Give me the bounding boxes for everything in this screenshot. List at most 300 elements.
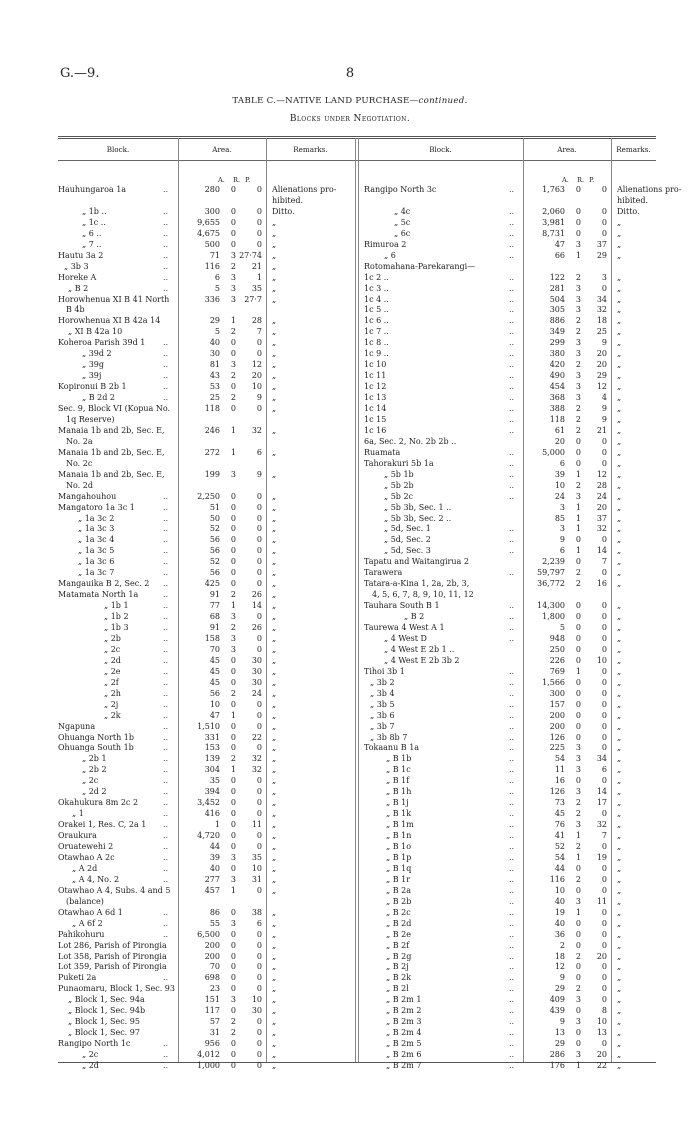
area-acres: 1,510 [197, 721, 220, 731]
remarks: „ [272, 644, 277, 654]
block-name: „ 5d, Sec. 2 [384, 535, 431, 545]
area-perches: 8 [601, 1006, 607, 1016]
leader-dots: .. [163, 360, 169, 370]
area-roods: 0 [575, 633, 581, 643]
block-name: „ 39j [82, 371, 102, 381]
leader-dots: .. [509, 491, 515, 501]
remarks: „ [272, 502, 277, 512]
block-name: „ 1c .. [82, 217, 106, 227]
area-roods: 3 [575, 349, 581, 359]
area-roods: 0 [575, 721, 581, 731]
leader-dots: .. [163, 601, 169, 611]
table-row [0, 403, 700, 414]
area-acres: 29 [554, 1039, 565, 1049]
area-acres: 1 [214, 820, 220, 830]
leader-dots: .. [509, 820, 515, 830]
block-name: „ 4 West E 2b 1 .. [384, 644, 455, 654]
table-row [0, 458, 700, 469]
leader-dots: .. [509, 688, 515, 698]
block-name: „ 5c [394, 217, 411, 227]
block-name: „ 3b 3 [64, 261, 89, 271]
area-roods: 2 [575, 951, 581, 961]
table-title-main: TABLE C.—NATIVE LAND PURCHASE— [232, 96, 419, 106]
leader-dots: .. [163, 874, 169, 884]
area-roods: 2 [230, 754, 236, 764]
remarks: „ [272, 283, 277, 293]
area-roods: 0 [230, 940, 236, 950]
leader-dots: .. [163, 907, 169, 917]
area-acres: 331 [204, 732, 220, 742]
block-name: „ 2d [82, 1061, 99, 1070]
block-name: „ B 2g [386, 951, 412, 961]
block-name: Rimuroa 2 [364, 239, 407, 249]
table-row [0, 841, 700, 852]
remarks: „ [617, 414, 622, 424]
block-name: „ 2j [104, 699, 119, 709]
leader-dots: .. [509, 535, 515, 545]
block-name: Tarawera [364, 568, 403, 578]
area-perches: 11 [251, 820, 262, 830]
leader-dots: .. [509, 404, 515, 413]
area-perches: 0 [256, 557, 262, 567]
area-roods: 3 [230, 283, 236, 293]
block-name: „ XI B 42a 10 [68, 327, 123, 337]
remarks: „ [617, 568, 622, 578]
block-name: Tapatu and Waitangirua 2 [364, 557, 469, 567]
area-perches: 6 [601, 765, 607, 775]
area-acres: 70 [209, 962, 220, 972]
area-perches: 28 [596, 480, 607, 490]
remarks: „ [272, 469, 277, 479]
leader-dots: .. [509, 831, 515, 841]
area-roods: 0 [575, 447, 581, 457]
area-acres: 380 [549, 349, 565, 359]
area-acres: 300 [204, 206, 220, 216]
area-perches: 20 [596, 502, 607, 512]
table-row [0, 1016, 700, 1027]
area-roods: 3 [575, 283, 581, 293]
area-roods: 3 [575, 896, 581, 906]
area-roods: 0 [575, 601, 581, 611]
area-roods: 3 [575, 1017, 581, 1027]
leader-dots: .. [509, 1028, 515, 1038]
area-perches: 35 [251, 283, 262, 293]
area-acres: 29 [209, 316, 220, 326]
block-name: „ B 1h [386, 787, 412, 797]
table-row [0, 961, 700, 972]
leader-dots: .. [509, 294, 515, 304]
block-name: Otawhao A 2c [58, 852, 115, 862]
area-perches: 12 [251, 360, 262, 370]
area-perches: 0 [601, 885, 607, 895]
table-row [0, 721, 700, 732]
area-perches: 0 [601, 984, 607, 994]
area-roods: 1 [230, 765, 236, 775]
leader-dots: .. [509, 787, 515, 797]
remarks: „ [617, 677, 622, 687]
table-row [0, 184, 700, 195]
remarks: „ [272, 666, 277, 676]
area-roods: 1 [230, 447, 236, 457]
remarks: „ [272, 360, 277, 370]
area-acres: 416 [204, 809, 220, 819]
area-perches: 0 [601, 206, 607, 216]
area-acres: 388 [549, 404, 565, 413]
table-row [0, 666, 700, 677]
block-name: „ B 2m 7 [386, 1061, 422, 1070]
remarks: „ [272, 557, 277, 567]
area-acres: 24 [554, 491, 565, 501]
area-acres: 29 [554, 984, 565, 994]
area-acres: 4,720 [197, 831, 220, 841]
area-perches: 0 [601, 874, 607, 884]
table-row [0, 513, 700, 524]
area-roods: 0 [230, 842, 236, 851]
area-roods: 2 [230, 623, 236, 632]
remarks: „ [617, 907, 622, 917]
remarks: „ [617, 305, 622, 315]
area-roods: 3 [575, 743, 581, 753]
area-acres: 10 [209, 699, 220, 709]
area-perches: 12 [596, 469, 607, 479]
area-roods: 0 [230, 699, 236, 709]
block-name: „ B 1j [386, 798, 409, 808]
area-perches: 0 [256, 984, 262, 994]
remarks: „ [617, 371, 622, 381]
remarks: „ [272, 863, 277, 873]
leader-dots: .. [509, 896, 515, 906]
area-perches: 0 [256, 644, 262, 654]
block-name: Oraukura [58, 831, 97, 841]
area-acres: 500 [204, 239, 220, 249]
top-rule-inner [58, 138, 656, 139]
remarks: „ [272, 995, 277, 1005]
remarks: „ [272, 327, 277, 337]
area-perches: 0 [601, 940, 607, 950]
area-roods: 1 [575, 831, 581, 841]
area-perches: 0 [256, 798, 262, 808]
area-roods: 2 [230, 393, 236, 403]
area-perches: 0 [601, 918, 607, 928]
block-name: „ 4 West E 2b 3b 2 [384, 655, 460, 665]
table-row [0, 732, 700, 743]
remarks: „ [272, 874, 277, 884]
table-row [0, 491, 700, 502]
area-perches: 31 [251, 874, 262, 884]
area-perches: 28 [251, 316, 262, 326]
block-name: Okahukura 8m 2c 2 [58, 798, 139, 808]
area-acres: 23 [209, 984, 220, 994]
area-perches: 4 [601, 393, 607, 403]
area-roods: 0 [230, 1039, 236, 1049]
block-name: „ 2d [104, 655, 121, 665]
block-name: „ Block 1, Sec. 94a [68, 995, 145, 1005]
remarks: „ [617, 973, 622, 983]
area-acres: 300 [549, 688, 565, 698]
remarks: „ [272, 754, 277, 764]
leader-dots: .. [163, 765, 169, 775]
table-row [0, 1049, 700, 1060]
unit-perches-left: P. [245, 176, 251, 184]
area-acres: 43 [209, 371, 220, 381]
area-roods: 2 [575, 272, 581, 282]
area-perches: 0 [256, 787, 262, 797]
area-perches: 30 [251, 655, 262, 665]
area-roods: 3 [575, 305, 581, 315]
area-acres: 73 [554, 798, 565, 808]
area-roods: 2 [575, 568, 581, 578]
table-row [0, 545, 700, 556]
area-acres: 76 [554, 820, 565, 830]
area-acres: 77 [209, 601, 220, 611]
area-roods: 3 [575, 765, 581, 775]
area-perches: 32 [596, 820, 607, 830]
area-acres: 66 [554, 250, 565, 260]
area-perches: 0 [256, 513, 262, 523]
remarks: „ [617, 469, 622, 479]
table-row [0, 677, 700, 688]
area-roods: 0 [575, 1028, 581, 1038]
block-name: „ 3b 4 [370, 688, 395, 698]
leader-dots: .. [163, 820, 169, 830]
area-acres: 1,800 [542, 612, 565, 622]
area-perches: 0 [256, 885, 262, 895]
leader-dots: .. [163, 776, 169, 786]
area-perches: 0 [256, 239, 262, 249]
remarks: „ [617, 1028, 622, 1038]
area-acres: 1,566 [542, 677, 565, 687]
area-roods: 0 [230, 185, 236, 194]
block-name: „ B 1f [386, 776, 410, 786]
table-row [0, 1038, 700, 1049]
remarks: „ [617, 787, 622, 797]
block-name: „ 1b .. [82, 206, 107, 216]
leader-dots: .. [509, 546, 515, 556]
area-acres: 504 [549, 294, 565, 304]
area-roods: 0 [230, 502, 236, 512]
area-acres: 11 [554, 765, 565, 775]
area-roods: 1 [575, 1061, 581, 1070]
area-perches: 0 [601, 644, 607, 654]
area-perches: 0 [256, 962, 262, 972]
block-name: „ 5b 2b [384, 480, 414, 490]
table-row [0, 775, 700, 786]
remarks: „ [272, 1039, 277, 1049]
area-roods: 0 [575, 973, 581, 983]
area-roods: 0 [575, 710, 581, 720]
area-acres: 5 [214, 327, 220, 337]
block-name: Tihoi 3b 1 [364, 666, 405, 676]
leader-dots: .. [163, 393, 169, 403]
area-roods: 3 [230, 272, 236, 282]
table-row [0, 874, 700, 885]
remarks: „ [617, 940, 622, 950]
area-acres: 12 [554, 962, 565, 972]
block-name: „ B 2a [386, 885, 411, 895]
area-acres: 409 [549, 995, 565, 1005]
area-roods: 3 [230, 360, 236, 370]
block-name: „ B 2c [386, 907, 411, 917]
area-perches: 0 [256, 546, 262, 556]
remarks: „ [272, 842, 277, 851]
remarks: „ [272, 568, 277, 578]
area-perches: 27·7 [244, 294, 262, 304]
block-name: „ B 2d [386, 918, 412, 928]
area-roods: 3 [575, 995, 581, 1005]
block-name: Manaia 1b and 2b, Sec. E, [58, 425, 165, 435]
table-row [0, 250, 700, 261]
area-acres: 56 [209, 688, 220, 698]
area-roods: 2 [575, 984, 581, 994]
unit-perches-right: P. [589, 176, 595, 184]
block-name: „ 2h [104, 688, 121, 698]
remarks: „ [617, 1017, 622, 1027]
area-perches: 16 [596, 579, 607, 589]
area-acres: 45 [209, 666, 220, 676]
area-acres: 40 [554, 896, 565, 906]
area-perches: 0 [601, 688, 607, 698]
area-roods: 2 [230, 1017, 236, 1027]
area-acres: 420 [549, 360, 565, 370]
area-acres: 16 [554, 776, 565, 786]
leader-dots: .. [509, 951, 515, 961]
area-acres: 52 [209, 557, 220, 567]
area-roods: 0 [575, 885, 581, 895]
remarks: „ [272, 393, 277, 403]
area-roods: 3 [230, 612, 236, 622]
leader-dots: .. [163, 261, 169, 271]
remarks: „ [617, 360, 622, 370]
page-code: G.—9. [60, 66, 100, 81]
remarks: „ [617, 480, 622, 490]
remarks: „ [272, 349, 277, 359]
table-row [0, 502, 700, 513]
header-remarks-right: Remarks. [616, 145, 651, 154]
block-name: (balance) [66, 896, 104, 906]
area-acres: 10 [554, 480, 565, 490]
area-roods: 0 [230, 929, 236, 939]
remarks: „ [272, 612, 277, 622]
area-acres: 116 [549, 874, 565, 884]
remarks: „ [272, 1050, 277, 1060]
remarks: „ [272, 721, 277, 731]
area-roods: 0 [575, 655, 581, 665]
area-roods: 0 [575, 612, 581, 622]
remarks: „ [272, 787, 277, 797]
block-name: 1c 11 [364, 371, 387, 381]
remarks: „ [617, 546, 622, 556]
area-perches: 0 [256, 535, 262, 545]
table-row [0, 523, 700, 534]
block-name: „ 2b 2 [82, 765, 107, 775]
remarks: „ [272, 951, 277, 961]
area-roods: 3 [575, 338, 581, 348]
leader-dots: .. [509, 349, 515, 359]
area-acres: 200 [549, 721, 565, 731]
remarks: „ [272, 820, 277, 830]
leader-dots: .. [509, 185, 515, 194]
area-roods: 2 [575, 360, 581, 370]
remarks: Alienations pro- [272, 185, 337, 194]
area-roods: 1 [230, 316, 236, 326]
block-name: Lot 286, Parish of Pirongia [58, 940, 167, 950]
area-roods: 3 [575, 491, 581, 501]
remarks: „ [272, 732, 277, 742]
unit-roods-right: R. [577, 176, 585, 184]
leader-dots: .. [163, 831, 169, 841]
leader-dots: .. [163, 655, 169, 665]
leader-dots: .. [163, 973, 169, 983]
area-acres: 36 [554, 929, 565, 939]
remarks: „ [617, 579, 622, 589]
remarks: „ [617, 995, 622, 1005]
area-roods: 2 [230, 688, 236, 698]
block-name: „ 3b 6 [370, 710, 395, 720]
remarks: „ [617, 425, 622, 435]
block-name: „ 2c [82, 1050, 99, 1060]
leader-dots: .. [163, 524, 169, 534]
leader-dots: .. [509, 393, 515, 403]
table-row [0, 447, 700, 458]
area-roods: 2 [575, 842, 581, 851]
area-acres: 51 [209, 502, 220, 512]
table-subtitle: Blocks under Negotiation. [289, 114, 411, 124]
table-title-continued: continued. [418, 96, 468, 106]
area-acres: 176 [549, 1061, 565, 1070]
block-name: Tauhara South B 1 [364, 601, 440, 611]
area-roods: 0 [575, 863, 581, 873]
remarks: „ [272, 765, 277, 775]
block-name: „ 1b 1 [104, 601, 129, 611]
block-name: „ 5b 2c [384, 491, 414, 501]
leader-dots: .. [509, 338, 515, 348]
table-row [0, 655, 700, 666]
area-roods: 0 [230, 973, 236, 983]
area-perches: 0 [256, 349, 262, 359]
table-row [0, 272, 700, 283]
block-name: 1c 16 [364, 425, 387, 435]
block-name: „ 4c [394, 206, 411, 216]
table-row [0, 589, 700, 600]
table-row [0, 786, 700, 797]
remarks: „ [617, 557, 622, 567]
area-perches: 35 [251, 852, 262, 862]
leader-dots: .. [509, 633, 515, 643]
remarks: „ [272, 316, 277, 326]
table-row [0, 819, 700, 830]
block-name: „ B 1n [386, 831, 412, 841]
area-acres: 5 [214, 283, 220, 293]
area-roods: 2 [575, 414, 581, 424]
area-acres: 226 [549, 655, 565, 665]
area-roods: 0 [230, 677, 236, 687]
remarks: „ [617, 776, 622, 786]
table-row [0, 688, 700, 699]
area-perches: 0 [256, 404, 262, 413]
table-row [0, 381, 700, 392]
remarks: „ [617, 666, 622, 676]
remarks: „ [272, 579, 277, 589]
remarks: „ [617, 842, 622, 851]
area-acres: 368 [549, 393, 565, 403]
area-perches: 22 [251, 732, 262, 742]
area-roods: 3 [230, 918, 236, 928]
area-perches: 6 [256, 918, 262, 928]
area-perches: 20 [596, 951, 607, 961]
area-acres: 6 [214, 272, 220, 282]
area-roods: 0 [575, 929, 581, 939]
block-name: 1q Reserve) [66, 414, 115, 424]
